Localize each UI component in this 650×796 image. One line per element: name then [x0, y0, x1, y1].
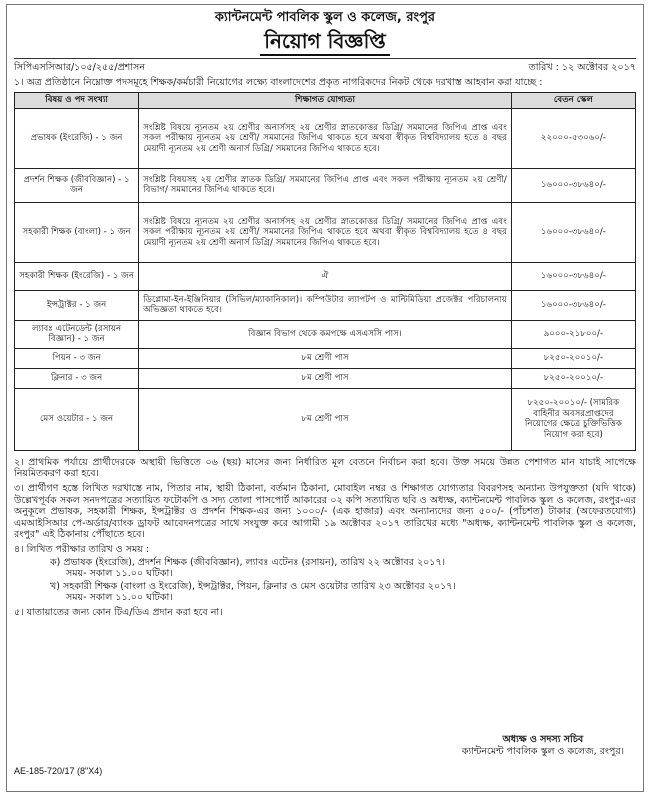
- post-cell: পিয়ন - ৩ জন: [15, 348, 139, 368]
- notice-title-text: নিয়োগ বিজ্ঞপ্তি: [260, 29, 390, 56]
- qualification-cell: ডিপ্লোমা-ইন-ইঞ্জিনিয়ার (সিভিল/ম্যাকানিকাল)। কম্পিউটার ল্যাপটপ ও মাল্টিমিডিয়া প্রজেক্টর পরিচালনায় অভিজ্ঞতা থাকতে হবে।: [139, 290, 512, 320]
- qualification-cell: ৮ম শ্রেণী পাস: [139, 348, 512, 368]
- paragraph-4-title: ৪। লিখিত পরীক্ষার তারিখ ও সময় :: [14, 543, 150, 555]
- advertisement-code: AE-185-720/17 (8"X4): [14, 766, 103, 776]
- paragraph-3: ৩। প্রার্থীগণ হস্তে লিখিত দরখাস্তে নাম, পিতার নাম, স্থায়ী ঠিকানা, বর্তমান ঠিকানা, মোবাইল নম্বর ও শিক্ষাগত যোগ্যতার বিবরণসহ অন্যান্য উপযুক্ততা (যদি থাকে) উল্লেখপূর্বক সকল সনদপত্রের সত্যায়িত ফটোকপি ও সদ্য তোলা পাসপোর্ট আকারের ০২ কপি সত্যায়িত ছবি ও অধ্যক্ষ, ক্যান্টনমেন্ট পাবলিক স্কুল ও কলেজ, রংপুর-এর অনুকূলে প্রভাষক, সহকারী শিক্ষক, ইন্সট্রাক্টর ও প্রদর্শন শিক্ষক-এর জন্য ১০০০/- (এক হাজার) এবং অন্যান্যদের জন্য ৫০০/- (পাঁচশত) টাকার (অফেরতযোগ্য) এমআইসিআর পে-অর্ডার/ব্যাংক ড্রাফট আবেদনপত্রের সাথে সংযুক্ত করে আগামী ১৯ অক্টোবর ২০১৭ তারিখের মধ্যে "অধ্যক্ষ, ক্যান্টনমেন্ট পাবলিক স্কুল ও কলেজ, রংপুর" এই ঠিকানায় পৌঁছাতে হবে।: [14, 483, 636, 541]
- post-cell: ক্লিনার - ৩ জন: [15, 368, 139, 388]
- pay-scale-cell: ৮২৫০-২০০১০/-: [511, 368, 635, 388]
- qualification-cell: ৮ম শ্রেণী পাস: [139, 368, 512, 388]
- header-post: বিষয় ও পদ সংখ্যা: [15, 93, 139, 108]
- header-qualification: শিক্ষাগত যোগ্যতা: [139, 93, 512, 108]
- pay-scale-cell: ৮২৫০-২০০১০/-: [511, 348, 635, 368]
- paragraph-2: ২। প্রাথমিক পর্যায়ে প্রার্থীদেরকে অস্থায়ী ভিত্তিতে ০৬ (ছয়) মাসের জন্য নির্ধারিত মূল বেতনে নির্বাচন করা হবে। উক্ত সময়ে উন্নত পেশাগত মান যাচাই সাপেক্ষে নিয়মিতকরণ করা হবে।: [14, 456, 636, 480]
- exam-schedule-b: খ) সহকারী শিক্ষক (বাংলা ও ইংরেজি), ইন্সট্রাক্টর, পিয়ন, ক্লিনার ও মেস ওয়েটার তারিখ ২৩ অক্টোবর ২০১৭।: [50, 580, 456, 592]
- signatory-title: অধ্যক্ষ ও সদস্য সচিব: [502, 734, 584, 745]
- pay-scale-cell: ১৬০০০-৩৮৬৪০/-: [511, 202, 635, 262]
- exam-time-a: সময়- সকাল ১১.০০ ঘটিকা।: [66, 568, 173, 580]
- notice-date: তারিখ : ১২ অক্টোবর ২০১৭: [528, 62, 636, 74]
- header-pay-scale: বেতন স্কেল: [511, 93, 635, 108]
- exam-time-b: সময়- সকাল ১১.০০ ঘটিকা।: [66, 592, 173, 604]
- exam-schedule-a: ক) প্রভাষক (ইংরেজি), প্রদর্শন শিক্ষক (জীববিজ্ঞান), ল্যাবঃ এটেনঃ (রসায়ন), তারিখ ২২ অক্টোবর ২০১৭।: [50, 556, 446, 568]
- qualification-cell: সংশ্লিষ্ট বিষয়ে ন্যূনতম ২য় শ্রেণীর অনার্সসহ ২য় শ্রেণীর স্নাতকোত্তর ডিগ্রি/ সমমানের জিপিএ প্রাপ্ত এবং সকল পরীক্ষায় ন্যূনতম ২য় শ্রেণী/ সমমানের জিপিএ থাকতে হবে অথবা স্বীকৃত বিশ্ববিদ্যালয় হতে ৪ বছর মেয়াদী ন্যূনতম ২য় শ্রেণী অনার্স ডিগ্রি/ সমমানের জিপিএ থাকতে হবে।: [139, 202, 512, 262]
- qualification-cell: সংশ্লিষ্ট বিষয়সহ ২য় শ্রেণীর স্নাতক ডিগ্রি/ সমমানের জিপিএ প্রাপ্ত এবং সকল পরীক্ষায় ন্যূনতম ২য় শ্রেণী/ বিভাগ/ সমমানের জিপিএ থাকতে হবে।: [139, 168, 512, 202]
- memo-number: সিপিএসসিআর/১০৫/২৫৫/প্রশাসন: [14, 62, 145, 74]
- pay-scale-cell: ৯০০০-২১৮০০/-: [511, 320, 635, 348]
- post-cell: মেস ওয়েটার - ১ জন: [15, 388, 139, 450]
- intro-paragraph: ১। অত্র প্রতিষ্ঠানে নিম্নোক্ত পদসমূহে শিক্ষক/কর্মচারী নিয়োগের লক্ষ্যে বাংলাদেশের প্রকৃত নাগরিকদের নিকট থেকে দরখাস্ত আহবান করা যাচ্ছে :: [14, 76, 543, 88]
- qualification-cell: বিজ্ঞান বিভাগ থেকে কমপক্ষে এসএসসি পাস।: [139, 320, 512, 348]
- qualification-cell: ঐ: [139, 262, 512, 290]
- post-cell: ইন্সট্রাক্টর - ১ জন: [15, 290, 139, 320]
- qualification-cell: সংশ্লিষ্ট বিষয়ে ন্যূনতম ২য় শ্রেণীর অনার্সসহ ২য় শ্রেণীর স্নাতকোত্তর ডিগ্রি/ সমমানের জিপিএ প্রাপ্ত এবং সকল পরীক্ষায় ন্যূনতম ২য় শ্রেণী/ সমমানের জিপিএ থাকতে হবে অথবা স্বীকৃত বিশ্ববিদ্যালয় হতে ৪ বছর মেয়াদী ন্যূনতম ২য় শ্রেণী অনার্স ডিগ্রি/ সমমানের জিপিএ থাকতে হবে।: [139, 108, 512, 168]
- signatory-organization: ক্যান্টনমেন্ট পাবলিক স্কুল ও কলেজ, রংপুর।: [461, 745, 624, 757]
- qualification-cell: ৮ম শ্রেণী পাস: [139, 388, 512, 450]
- pay-scale-cell: ১৬০০০-৩৮৬৪০/-: [511, 290, 635, 320]
- organization-name: ক্যান্টনমেন্ট পাবলিক স্কুল ও কলেজ, রংপুর: [214, 10, 436, 25]
- paragraph-5: ৫। যাতায়াতের জন্য কোন টিএ/ডিএ প্রদান করা হবে না।: [14, 606, 223, 618]
- post-cell: প্রভাষক (ইংরেজি) - ১ জন: [15, 108, 139, 168]
- post-cell: ল্যাবঃ এটেনডেন্ট (রসায়ন বিজ্ঞান) - ১ জন: [15, 320, 139, 348]
- pay-scale-cell: ৮২৫০-২০০১০/- (সামরিক বাহিনীর অবসরপ্রাপ্তদের নিয়োগের ক্ষেত্রে চুক্তিভিত্তিক নিয়োগ করা হবে): [511, 388, 635, 450]
- signature-block: [462, 734, 624, 757]
- pay-scale-cell: ১৬০০০-৩৮৬৪০/-: [511, 262, 635, 290]
- post-cell: সহকারী শিক্ষক (বাংলা) - ১ জন: [15, 202, 139, 262]
- post-cell: সহকারী শিক্ষক (ইংরেজি) - ১ জন: [15, 262, 139, 290]
- page-border: [6, 4, 644, 792]
- pay-scale-cell: ১৬০০০-৩৮৬৪০/-: [511, 168, 635, 202]
- pay-scale-cell: ২২০০০-৫৩০৬০/-: [511, 108, 635, 168]
- post-cell: প্রদর্শন শিক্ষক (জীববিজ্ঞান) - ১ জন: [15, 168, 139, 202]
